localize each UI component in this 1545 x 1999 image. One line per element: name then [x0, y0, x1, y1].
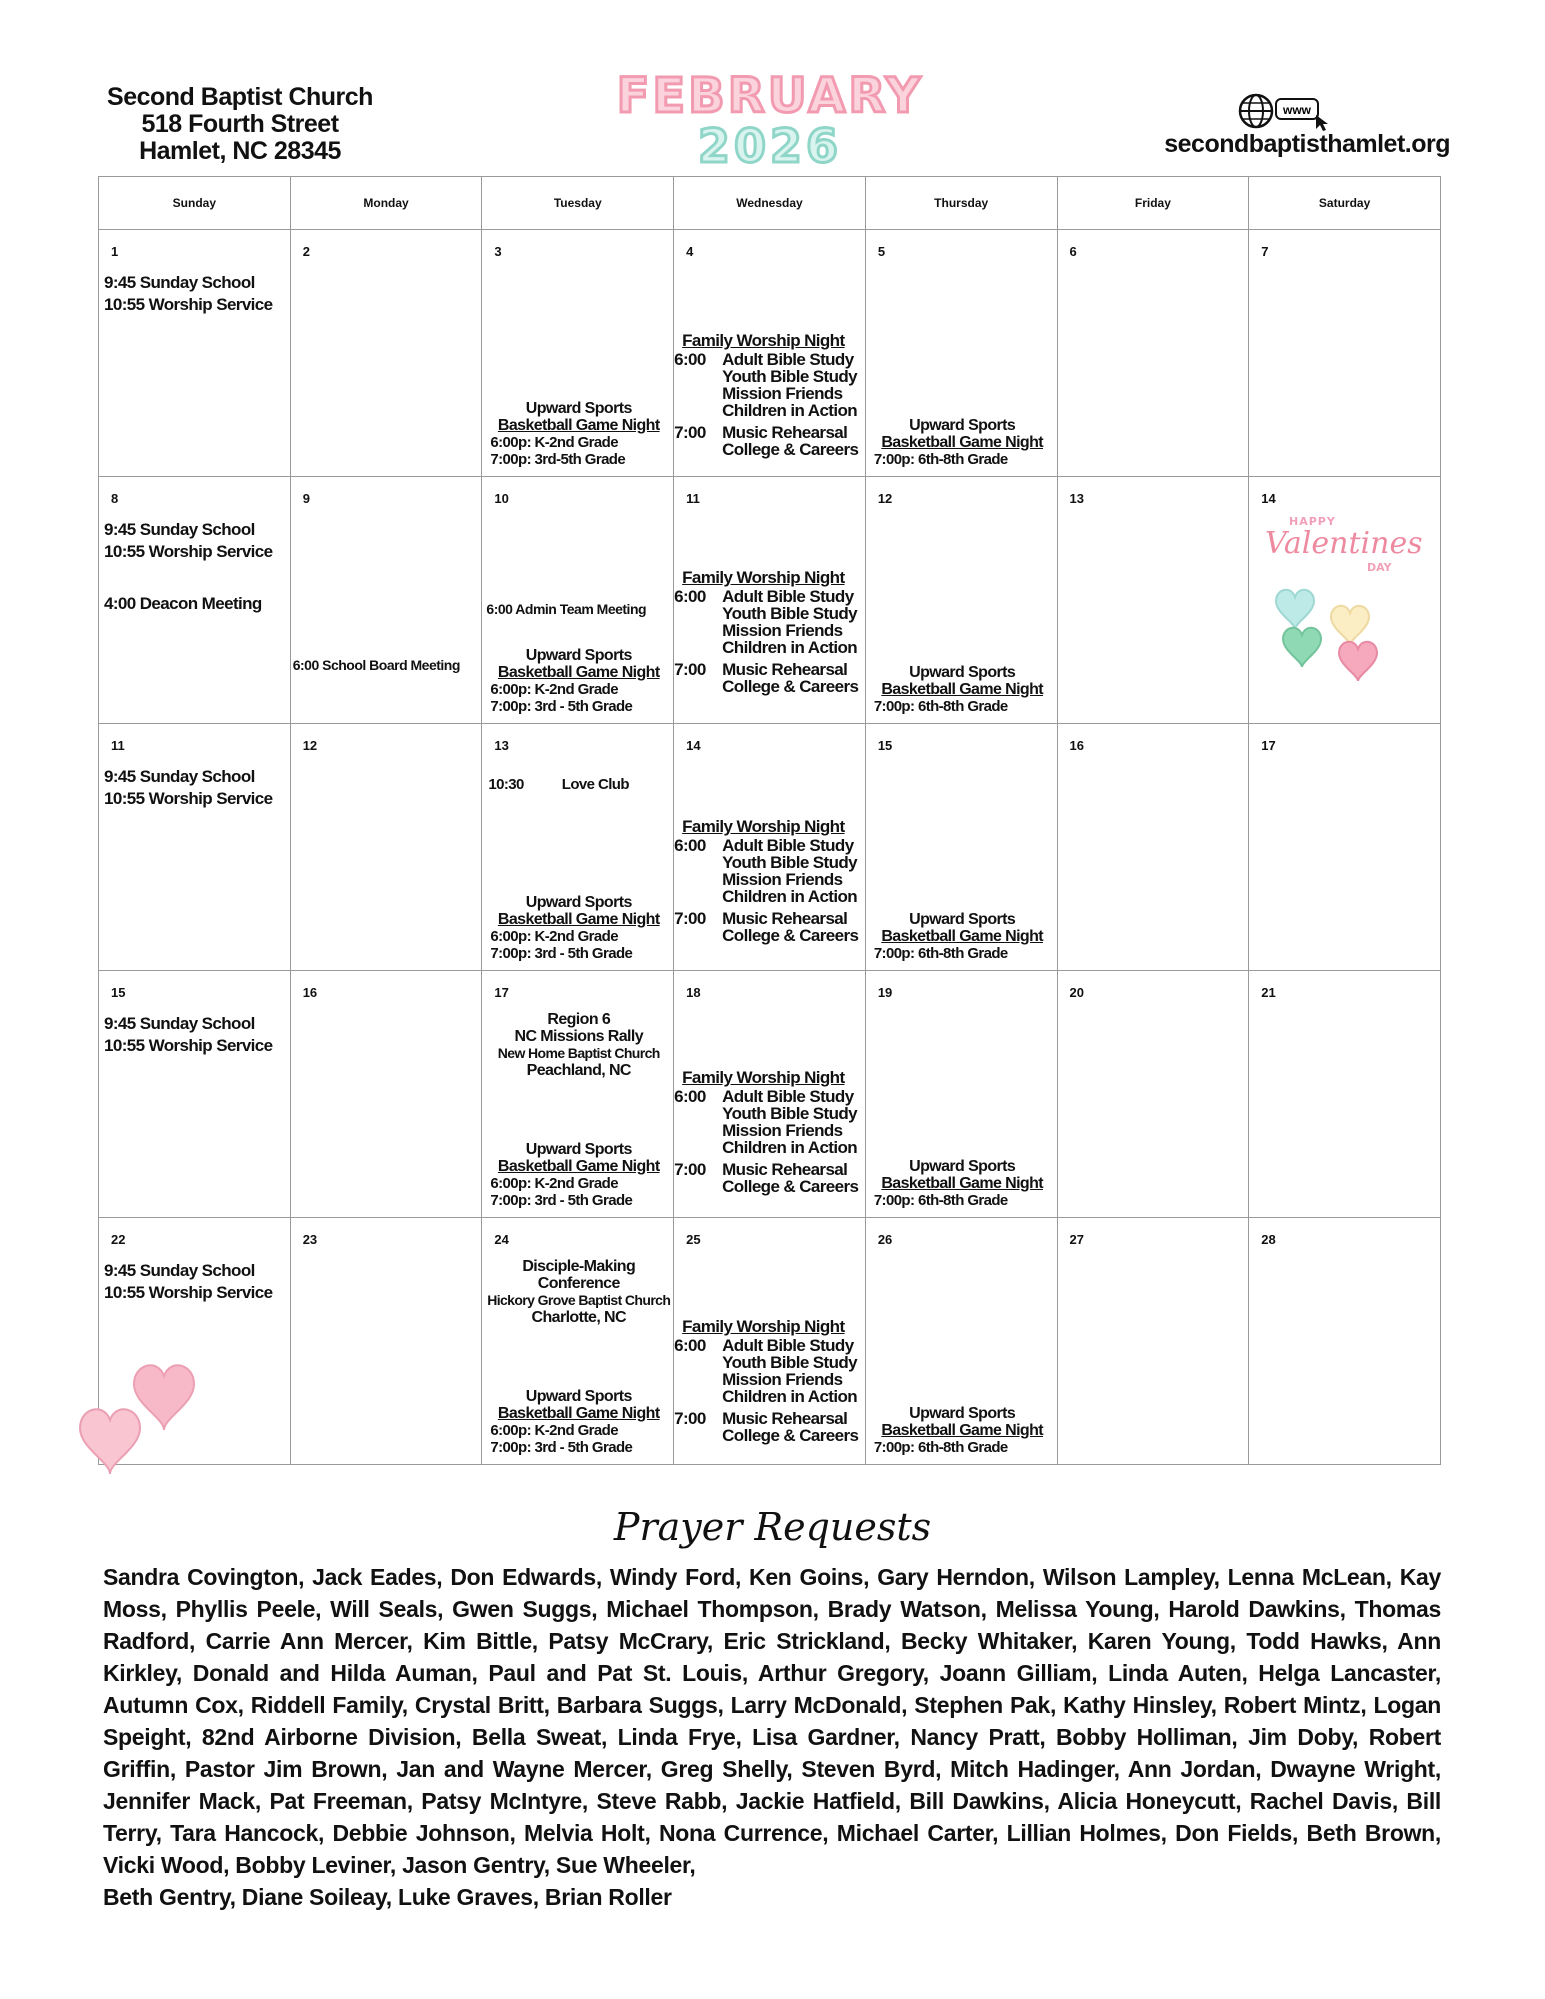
conference-line-4: Charlotte, NC — [531, 1309, 626, 1326]
valentine-day: DAY — [1367, 561, 1392, 574]
day-cell — [674, 230, 866, 477]
day-number: 1 — [111, 244, 119, 259]
event-adult-bible: Adult Bible Study — [722, 1336, 854, 1355]
event-mission-friends: Mission Friends — [722, 384, 843, 403]
weekday-monday: Monday — [290, 177, 482, 230]
day-cell — [1057, 724, 1249, 971]
event-adult-bible: Adult Bible Study — [722, 836, 854, 855]
upward-title: Upward Sports — [909, 1158, 1016, 1175]
conference-line-3: Hickory Grove Baptist Church — [487, 1292, 671, 1308]
day-cell — [865, 971, 1057, 1218]
conference-line-2: Conference — [537, 1275, 620, 1292]
event-music-rehearsal: Music Rehearsal — [722, 1160, 848, 1179]
church-info — [90, 84, 390, 165]
event-time: 7:00 — [674, 660, 706, 679]
event-mission-friends: Mission Friends — [722, 1370, 843, 1389]
day-number: 15 — [877, 738, 893, 753]
event-college-careers: College & Careers — [722, 440, 859, 459]
family-worship-title: Family Worship Night — [682, 331, 845, 350]
family-worship-title: Family Worship Night — [682, 1068, 845, 1087]
conference-line-1: Disciple-Making — [522, 1258, 636, 1275]
wednesday-events — [674, 818, 863, 944]
day-number: 18 — [686, 985, 701, 1000]
upward-subtitle: Basketball Game Night — [497, 417, 660, 434]
day-number: 11 — [686, 491, 700, 506]
event-music-rehearsal: Music Rehearsal — [722, 909, 848, 928]
event-mission-friends: Mission Friends — [722, 870, 843, 889]
day-cell — [1249, 971, 1441, 1218]
event-music-rehearsal: Music Rehearsal — [722, 660, 848, 679]
event-youth-bible: Youth Bible Study — [722, 853, 858, 872]
event-youth-bible: Youth Bible Study — [722, 367, 858, 386]
upward-k2: 6:00p: K-2nd Grade — [490, 434, 618, 451]
day-number: 12 — [877, 491, 893, 506]
rally-line-3: New Home Baptist Church — [497, 1045, 660, 1061]
upward-events — [870, 1405, 1055, 1456]
day-cell — [290, 971, 482, 1218]
day-cell — [482, 724, 674, 971]
upward-subtitle: Basketball Game Night — [881, 681, 1043, 698]
prayer-requests-title: Prayer Requests — [613, 1505, 932, 1549]
love-club-name: Love Club — [561, 776, 629, 793]
rally-line-4: Peachland, NC — [526, 1062, 631, 1079]
day-cell — [482, 230, 674, 477]
weekday-friday: Friday — [1057, 177, 1249, 230]
love-club-event — [488, 776, 671, 793]
day-cell — [1249, 477, 1441, 724]
day-number: 17 — [494, 985, 509, 1000]
week-row — [99, 971, 1441, 1218]
day-cell — [99, 724, 291, 971]
event-adult-bible: Adult Bible Study — [722, 1087, 854, 1106]
upward-subtitle: Basketball Game Night — [497, 1405, 660, 1422]
event-adult-bible: Adult Bible Study — [722, 587, 854, 606]
sunday-events — [104, 1260, 288, 1304]
week-row — [99, 477, 1441, 724]
day-cell — [99, 971, 291, 1218]
event-worship-service: 10:55 Worship Service — [104, 789, 273, 808]
upward-k2: 6:00p: K-2nd Grade — [490, 681, 618, 698]
day-number: 22 — [111, 1232, 126, 1247]
day-cell — [1057, 971, 1249, 1218]
family-worship-title: Family Worship Night — [682, 817, 845, 836]
upward-68: 7:00p: 6th-8th Grade — [873, 1192, 1008, 1209]
day-cell — [865, 724, 1057, 971]
day-number: 16 — [1069, 738, 1084, 753]
month-title — [610, 68, 930, 173]
event-children-action: Children in Action — [722, 638, 858, 657]
upward-subtitle: Basketball Game Night — [497, 1158, 660, 1175]
event-time: 6:00 — [674, 587, 706, 606]
day-cell — [865, 230, 1057, 477]
event-time: 6:00 — [674, 1336, 706, 1355]
day-number: 25 — [686, 1232, 701, 1247]
calendar-grid — [98, 176, 1441, 1465]
day-cell — [1057, 477, 1249, 724]
church-city: Hamlet, NC 28345 — [139, 137, 341, 165]
event-college-careers: College & Careers — [722, 1426, 859, 1445]
upward-k2: 6:00p: K-2nd Grade — [490, 1175, 618, 1192]
upward-title: Upward Sports — [525, 647, 632, 664]
upward-title: Upward Sports — [525, 1388, 632, 1405]
upward-events — [486, 1388, 671, 1456]
event-children-action: Children in Action — [722, 887, 858, 906]
day-cell — [674, 724, 866, 971]
event-adult-bible: Adult Bible Study — [722, 350, 854, 369]
valentine-happy: HAPPY — [1289, 515, 1337, 528]
day-number: 13 — [1069, 491, 1084, 506]
day-number: 9 — [302, 491, 310, 506]
event-admin-team: 6:00 Admin Team Meeting — [486, 601, 647, 617]
day-number: 23 — [302, 1232, 318, 1247]
rally-line-1: Region 6 — [547, 1011, 611, 1028]
pink-hearts-decoration — [64, 1346, 214, 1491]
prayer-names-main: Sandra Covington, Jack Eades, Don Edwards, Windy Ford, Ken Goins, Gary Herndon, Wilson Lampley, Lenna McLean, Kay Moss, Phyllis Peele, Will Seals, Gwen Suggs, Michael Thompson, Brady Watson, Melissa Young, Harold Dawkins, Thomas Radford, Carrie Ann Mercer, Kim Bittle, Patsy McCrary, Eric Strickland, Becky Whitaker, Karen Young, Todd Hawks, Ann Kirkley, Donald and Hilda Auman, Paul and Pat St. Louis, Arthur Gregory, Joann Gilliam, Linda Auten, Helga Lancaster, Autumn Cox, Riddell Family, Crystal Britt, Barbara Suggs, Larry McDonald, Stephen Pak, Kathy Hinsley, Robert Mintz, Logan Speight, 82nd Airborne Division, Bella Sweat, Linda Frye, Lisa Gardner, Nancy Pratt, Bobby Holliman, Jim Doby, Robert Griffin, Pastor Jim Brown, Jan and Wayne Mercer, Greg Shelly, Steven Byrd, Mitch Hadinger, Ann Jordan, Dwayne Wright, Jennifer Mack, Pat Freeman, Patsy McIntyre, Steve Rabb, Jackie Hatfield, Bill Dawkins, Alicia Honeycutt, Rachel Davis, Bill Terry, Tara Hancock, Debbie Johnson, Melvia Holt, Nona Currence, Michael Carter, Lillian Holmes, Don Fields, Beth Brown, Vicki Wood, Bobby Leviner, Jason Gentry, Sue Wheeler, — [103, 1564, 1441, 1878]
upward-68: 7:00p: 6th-8th Grade — [873, 698, 1008, 715]
upward-35: 7:00p: 3rd - 5th Grade — [490, 698, 633, 715]
upward-events — [870, 664, 1055, 715]
day-number: 15 — [111, 985, 126, 1000]
weekday-saturday: Saturday — [1249, 177, 1441, 230]
day-cell — [865, 477, 1057, 724]
www-label: www — [1282, 103, 1312, 117]
month-name: FEBRUARY — [616, 68, 924, 124]
upward-events — [870, 1158, 1055, 1209]
day-number: 10 — [494, 491, 509, 506]
event-time: 7:00 — [674, 1409, 706, 1428]
event-music-rehearsal: Music Rehearsal — [722, 423, 848, 442]
day-cell — [482, 971, 674, 1218]
upward-68: 7:00p: 6th-8th Grade — [873, 451, 1008, 468]
day-number: 2 — [302, 244, 310, 259]
event-children-action: Children in Action — [722, 1387, 858, 1406]
day-cell — [99, 230, 291, 477]
event-time: 7:00 — [674, 423, 706, 442]
event-youth-bible: Youth Bible Study — [722, 604, 858, 623]
day-cell — [674, 971, 866, 1218]
day-number: 7 — [1261, 244, 1269, 259]
event-youth-bible: Youth Bible Study — [722, 1104, 858, 1123]
website-link[interactable]: secondbaptisthamlet.org — [1164, 130, 1450, 158]
upward-events — [486, 1141, 671, 1209]
upward-35: 7:00p: 3rd - 5th Grade — [490, 1439, 633, 1456]
event-youth-bible: Youth Bible Study — [722, 1353, 858, 1372]
day-number: 14 — [1261, 491, 1276, 506]
event-sunday-school: 9:45 Sunday School — [104, 1014, 255, 1033]
day-number: 28 — [1261, 1232, 1276, 1247]
upward-subtitle: Basketball Game Night — [881, 928, 1043, 945]
event-time: 6:00 — [674, 1087, 706, 1106]
weekday-tuesday: Tuesday — [482, 177, 674, 230]
day-number: 12 — [302, 738, 318, 753]
weekday-header-row — [99, 177, 1441, 230]
event-sunday-school: 9:45 Sunday School — [104, 273, 255, 292]
day-number: 27 — [1069, 1232, 1084, 1247]
event-worship-service: 10:55 Worship Service — [104, 1283, 273, 1302]
sunday-events — [104, 1013, 288, 1057]
day-cell — [1249, 724, 1441, 971]
month-year: 2026 — [697, 119, 843, 173]
prayer-requests-list — [103, 1561, 1441, 1913]
day-number: 14 — [686, 738, 701, 753]
day-cell — [290, 1218, 482, 1465]
wednesday-events — [674, 569, 863, 695]
missions-rally-event — [486, 1011, 671, 1079]
day-cell — [674, 477, 866, 724]
day-number: 4 — [686, 244, 694, 259]
upward-events — [870, 911, 1055, 962]
day-cell — [290, 230, 482, 477]
event-sunday-school: 9:45 Sunday School — [104, 1261, 255, 1280]
day-cell — [1057, 1218, 1249, 1465]
day-number: 5 — [877, 244, 886, 259]
day-cell — [290, 477, 482, 724]
family-worship-title: Family Worship Night — [682, 568, 845, 587]
upward-subtitle: Basketball Game Night — [881, 1175, 1043, 1192]
upward-68: 7:00p: 6th-8th Grade — [873, 945, 1008, 962]
event-deacon-meeting: 4:00 Deacon Meeting — [104, 594, 262, 613]
event-time: 6:00 — [674, 350, 706, 369]
day-number: 16 — [302, 985, 318, 1000]
day-number: 20 — [1069, 985, 1084, 1000]
event-children-action: Children in Action — [722, 1138, 858, 1157]
upward-title: Upward Sports — [909, 664, 1016, 681]
event-college-careers: College & Careers — [722, 677, 859, 696]
event-time: 7:00 — [674, 909, 706, 928]
day-number: 21 — [1261, 985, 1276, 1000]
event-time: 6:00 — [674, 836, 706, 855]
wednesday-events — [674, 1069, 863, 1195]
upward-events — [486, 894, 671, 962]
day-number: 26 — [877, 1232, 893, 1247]
day-cell — [290, 724, 482, 971]
church-name: Second Baptist Church — [107, 83, 373, 111]
day-number: 24 — [494, 1232, 509, 1247]
day-number: 11 — [111, 738, 125, 753]
day-number: 19 — [877, 985, 893, 1000]
prayer-names-last: Beth Gentry, Diane Soileay, Luke Graves, Brian Roller — [103, 1884, 672, 1910]
valentine-word: Valentines — [1265, 526, 1423, 561]
event-mission-friends: Mission Friends — [722, 621, 843, 640]
upward-title: Upward Sports — [909, 417, 1016, 434]
week-row — [99, 230, 1441, 477]
day-cell — [674, 1218, 866, 1465]
upward-title: Upward Sports — [525, 1141, 632, 1158]
church-street: 518 Fourth Street — [141, 110, 339, 138]
sunday-events — [104, 272, 288, 316]
upward-title: Upward Sports — [525, 400, 632, 417]
upward-k2: 6:00p: K-2nd Grade — [490, 928, 618, 945]
day-number: 13 — [494, 738, 509, 753]
valentines-graphic — [1259, 505, 1429, 710]
event-college-careers: College & Careers — [722, 926, 859, 945]
event-worship-service: 10:55 Worship Service — [104, 295, 273, 314]
weekday-wednesday: Wednesday — [674, 177, 866, 230]
day-cell — [1249, 1218, 1441, 1465]
wednesday-events — [674, 1318, 863, 1444]
weekday-sunday: Sunday — [99, 177, 291, 230]
family-worship-title: Family Worship Night — [682, 1317, 845, 1336]
wednesday-events — [674, 332, 863, 458]
upward-events — [486, 400, 671, 468]
upward-title: Upward Sports — [909, 1405, 1016, 1422]
conference-event — [486, 1258, 671, 1326]
event-sunday-school: 9:45 Sunday School — [104, 767, 255, 786]
event-music-rehearsal: Music Rehearsal — [722, 1409, 848, 1428]
week-row — [99, 1218, 1441, 1465]
event-time: 7:00 — [674, 1160, 706, 1179]
day-cell — [99, 477, 291, 724]
upward-35: 7:00p: 3rd - 5th Grade — [490, 1192, 633, 1209]
event-mission-friends: Mission Friends — [722, 1121, 843, 1140]
rally-line-2: NC Missions Rally — [514, 1028, 644, 1045]
day-cell — [1057, 230, 1249, 477]
upward-subtitle: Basketball Game Night — [497, 664, 660, 681]
upward-68: 7:00p: 6th-8th Grade — [873, 1439, 1008, 1456]
day-number: 17 — [1261, 738, 1276, 753]
upward-events — [486, 647, 671, 715]
upward-k2: 6:00p: K-2nd Grade — [490, 1422, 618, 1439]
event-college-careers: College & Careers — [722, 1177, 859, 1196]
upward-subtitle: Basketball Game Night — [881, 434, 1043, 451]
day-cell — [1249, 230, 1441, 477]
event-sunday-school: 9:45 Sunday School — [104, 520, 255, 539]
upward-subtitle: Basketball Game Night — [497, 911, 660, 928]
day-cell — [482, 477, 674, 724]
day-number: 3 — [494, 244, 502, 259]
upward-subtitle: Basketball Game Night — [881, 1422, 1043, 1439]
day-number: 8 — [111, 491, 119, 506]
upward-title: Upward Sports — [909, 911, 1016, 928]
event-children-action: Children in Action — [722, 401, 858, 420]
upward-events — [870, 417, 1055, 468]
day-number: 6 — [1069, 244, 1077, 259]
event-school-board: 6:00 School Board Meeting — [292, 657, 460, 673]
love-club-time: 10:30 — [488, 776, 524, 793]
upward-title: Upward Sports — [525, 894, 632, 911]
weekday-thursday: Thursday — [865, 177, 1057, 230]
event-worship-service: 10:55 Worship Service — [104, 542, 273, 561]
upward-35: 7:00p: 3rd-5th Grade — [490, 451, 626, 468]
sunday-events — [104, 766, 288, 810]
week-row — [99, 724, 1441, 971]
day-cell — [865, 1218, 1057, 1465]
event-worship-service: 10:55 Worship Service — [104, 1036, 273, 1055]
day-cell — [482, 1218, 674, 1465]
sunday-events — [104, 519, 288, 615]
upward-35: 7:00p: 3rd - 5th Grade — [490, 945, 633, 962]
